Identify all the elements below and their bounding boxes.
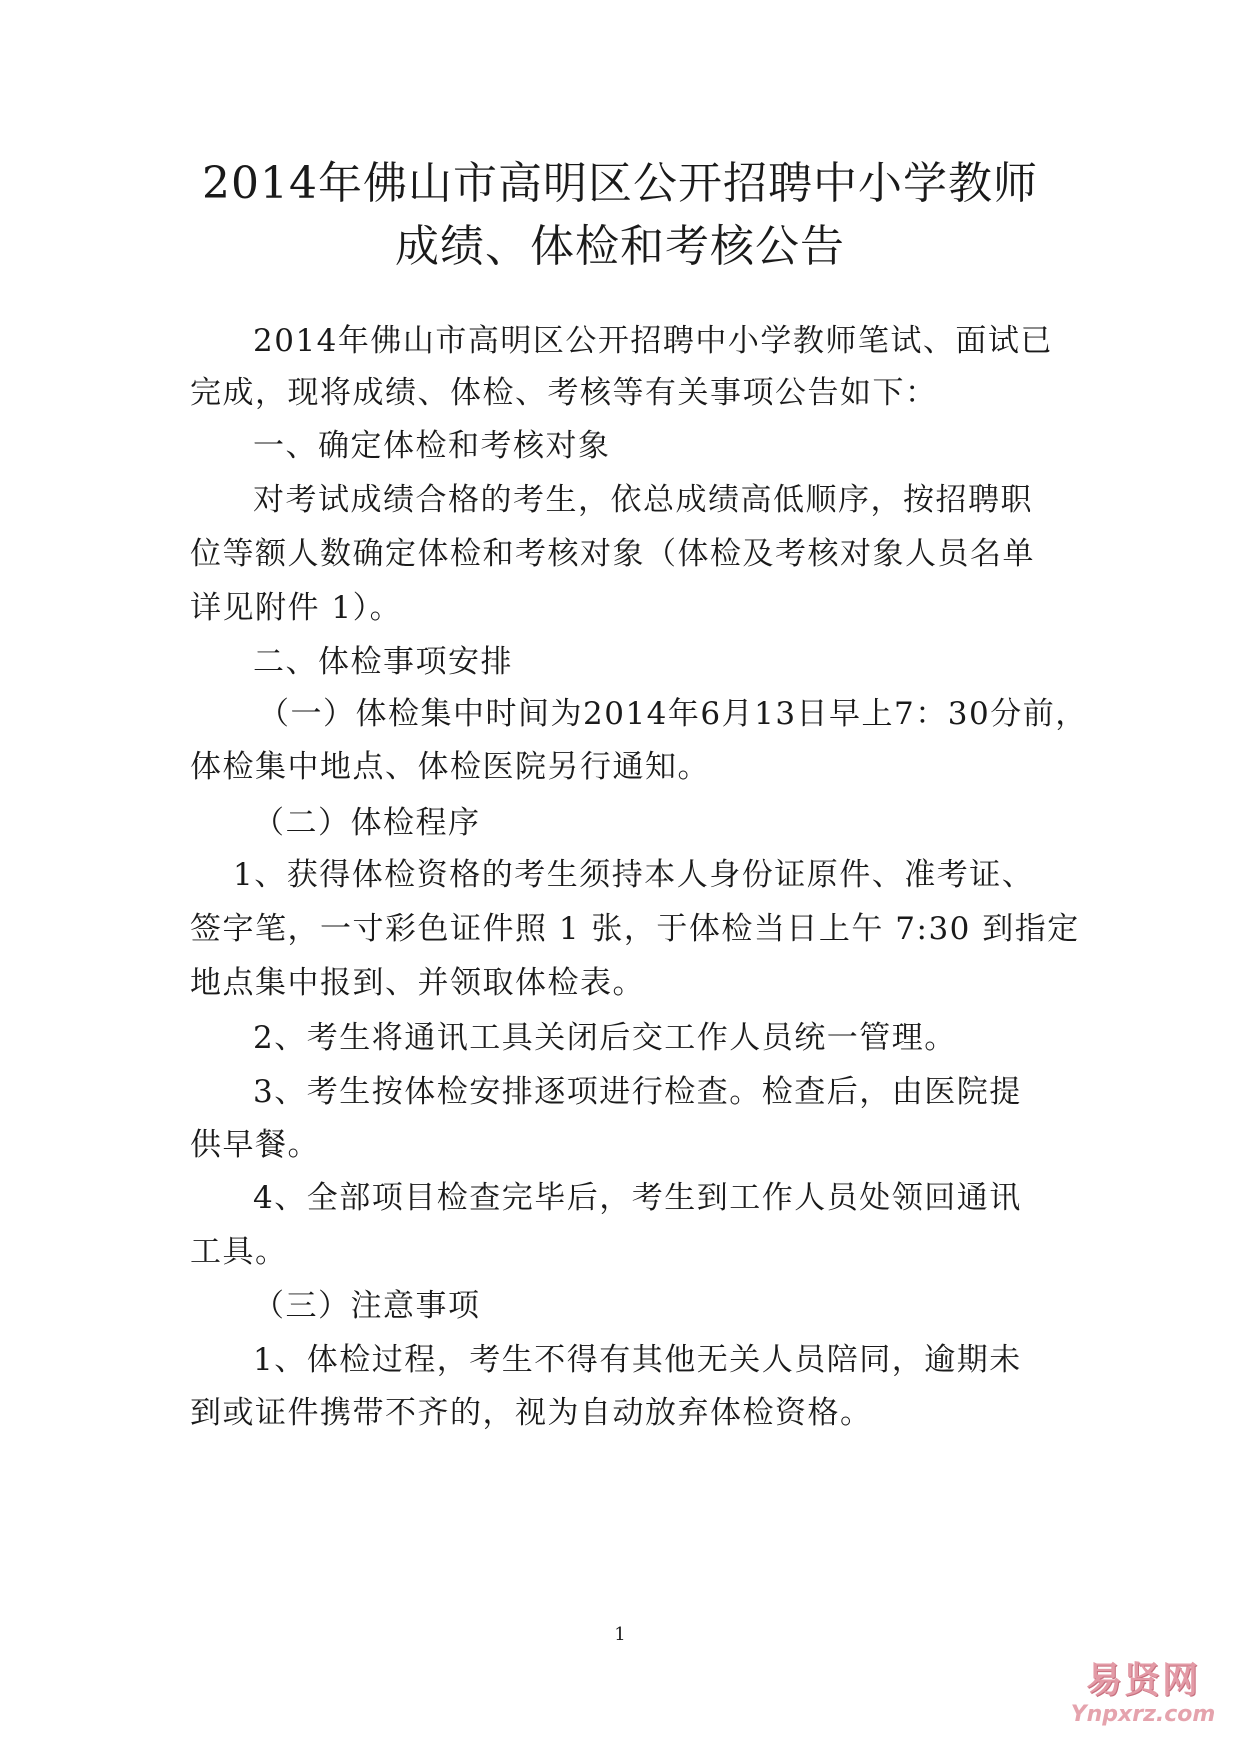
list-item: 3、考生按体检安排逐项进行检查。检查后，由医院提 xyxy=(253,1074,1022,1110)
paragraph-line: 地点集中报到、并领取体检表。 xyxy=(190,965,645,1001)
paragraph-line: 到或证件携带不齐的，视为自动放弃体检资格。 xyxy=(190,1395,873,1431)
page-number: 1 xyxy=(614,1624,626,1645)
site-watermark-logo xyxy=(1068,1660,1218,1736)
paragraph-line: 体检集中地点、体检医院另行通知。 xyxy=(190,749,710,785)
subsection-heading: （三）注意事项 xyxy=(253,1288,481,1324)
subsection-heading: （二）体检程序 xyxy=(253,805,481,841)
watermark-url-text: Ynpxrz.com xyxy=(1070,1702,1216,1727)
section-heading: 一、确定体检和考核对象 xyxy=(253,428,611,464)
list-item: 4、全部项目检查完毕后，考生到工作人员处领回通讯 xyxy=(253,1180,1022,1216)
paragraph-line: 详见附件 1）。 xyxy=(190,590,403,626)
list-item: 2、考生将通讯工具关闭后交工作人员统一管理。 xyxy=(253,1020,957,1056)
paragraph-line: 工具。 xyxy=(190,1234,288,1270)
document-title-line-1: 2014年佛山市高明区公开招聘中小学教师 xyxy=(202,158,1038,209)
paragraph-line: （一）体检集中时间为2014年6月13日早上7：30分前， xyxy=(258,696,1088,732)
list-item: 1、获得体检资格的考生须持本人身份证原件、准考证、 xyxy=(233,857,1035,893)
paragraph-line: 位等额人数确定体检和考核对象（体检及考核对象人员名单 xyxy=(190,536,1035,572)
paragraph-line: 2014年佛山市高明区公开招聘中小学教师笔试、面试已 xyxy=(253,323,1053,359)
paragraph-line: 供早餐。 xyxy=(190,1127,320,1163)
document-title-line-2: 成绩、体检和考核公告 xyxy=(395,221,845,272)
watermark-chinese-text: 易贤网 xyxy=(1085,1660,1200,1701)
paragraph-line: 完成，现将成绩、体检、考核等有关事项公告如下： xyxy=(190,375,938,411)
list-item: 1、体检过程，考生不得有其他无关人员陪同，逾期未 xyxy=(253,1342,1022,1378)
section-heading: 二、体检事项安排 xyxy=(253,644,513,680)
paragraph-line: 对考试成绩合格的考生，依总成绩高低顺序，按招聘职 xyxy=(253,482,1033,518)
paragraph-line: 签字笔，一寸彩色证件照 1 张，于体检当日上午 7:30 到指定 xyxy=(190,911,1080,947)
